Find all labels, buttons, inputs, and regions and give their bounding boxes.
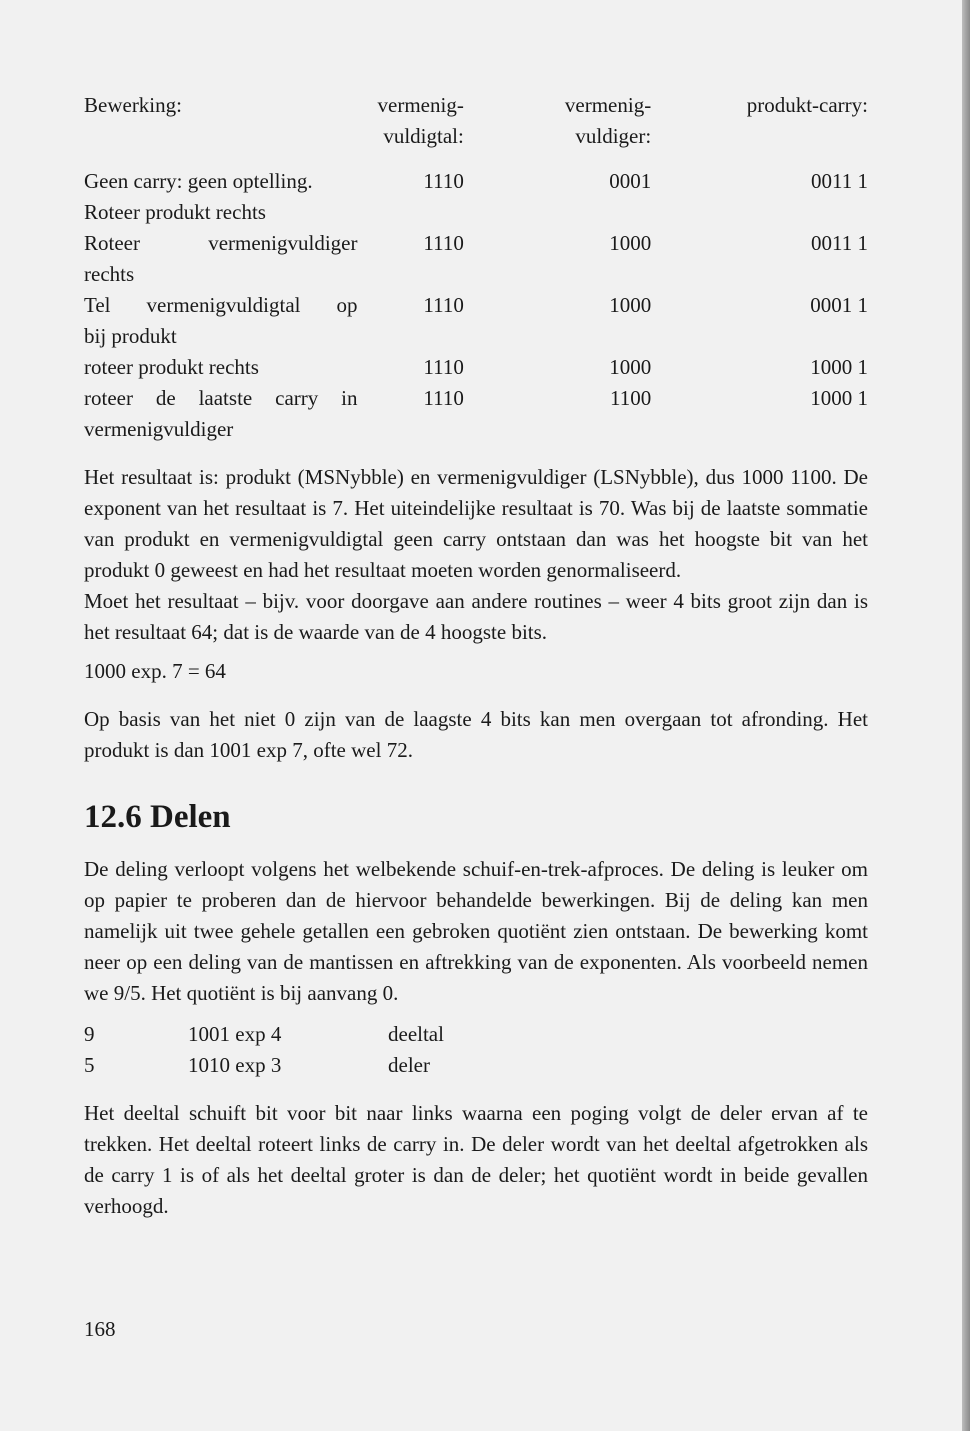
table-row <box>84 352 868 383</box>
row-vermenigvuldigtal: 1110 <box>423 231 464 255</box>
row-operation: Geen carry: geen optelling. Roteer produkt rechts <box>84 169 313 224</box>
deeltal-paragraph: Het deeltal schuift bit voor bit naar links waarna een poging volgt de deler ervan af te trekken. Het deeltal roteert links de carry in. De deler wordt van het deeltal afgetrokken als de carry 1 is of als het deeltal groter is dan de deler; het quotiënt wordt in beide gevallen verhoogd. <box>84 1101 868 1218</box>
row-operation: roteer produkt rechts <box>84 355 259 379</box>
row-produkt-carry: 0011 1 <box>811 169 868 193</box>
row-operation: roteer de laatste carry in vermenigvuldiger <box>84 386 358 441</box>
row-vermenigvuldigtal: 1110 <box>423 169 464 193</box>
formula-line: 1000 exp. 7 = 64 <box>84 659 226 683</box>
multiplication-steps-table <box>84 90 868 445</box>
table-row <box>84 228 868 290</box>
row-vermenigvuldiger: 1000 <box>609 231 652 255</box>
header-vermenigvuldigtal: vermenig- vuldigtal: <box>377 93 464 148</box>
division-label: deler <box>388 1053 430 1077</box>
table-row <box>84 166 868 228</box>
row-vermenigvuldiger: 0001 <box>609 169 652 193</box>
row-vermenigvuldigtal: 1110 <box>423 355 464 379</box>
page-content <box>84 90 868 1222</box>
row-vermenigvuldiger: 1100 <box>609 386 652 410</box>
row-produkt-carry: 0001 1 <box>810 293 868 317</box>
division-number: 5 <box>84 1053 95 1077</box>
table-row <box>84 1019 444 1050</box>
section-heading: 12.6 Delen <box>84 799 231 835</box>
afronding-paragraph: Op basis van het niet 0 zijn van de laagste 4 bits kan men overgaan tot afronding. Het produkt is dan 1001 exp 7, ofte wel 72. <box>84 707 868 762</box>
row-operation: Tel vermenigvuldigtal op bij produkt <box>84 293 358 348</box>
row-vermenigvuldiger: 1000 <box>609 293 652 317</box>
row-produkt-carry: 1000 1 <box>810 355 868 379</box>
table-row <box>84 290 868 352</box>
division-number: 9 <box>84 1022 95 1046</box>
page-edge <box>962 0 970 1431</box>
row-produkt-carry: 0011 1 <box>811 231 868 255</box>
row-vermenigvuldiger: 1000 <box>609 355 652 379</box>
row-vermenigvuldigtal: 1110 <box>423 386 464 410</box>
result-paragraph: Het resultaat is: produkt (MSNybble) en vermenigvuldiger (LSNybble), dus 1000 1100. De exponent van het resultaat is 7. Het uiteindelijke resultaat is 70. Was bij de laatste sommatie van produkt en vermenigvuldigtal geen carry ontstaan dan was het hoogste bit van het produkt 0 geweest en had het resultaat moeten worden genormaliseerd. <box>84 465 868 582</box>
header-vermenigvuldiger: vermenig- vuldiger: <box>564 93 652 148</box>
table-row <box>84 383 868 445</box>
header-bewerking: Bewerking: <box>84 93 182 117</box>
division-example-table <box>84 1019 444 1081</box>
division-label: deeltal <box>388 1022 444 1046</box>
header-produkt-carry: produkt-carry: <box>746 93 868 117</box>
deling-paragraph: De deling verloopt volgens het welbekende schuif-en-trek-afproces. De deling is leuker om op papier te proberen dan de hiervoor behandelde bewerkingen. Bij de deling kan men namelijk uit twee gehele getallen een gebroken quotiënt zien ontstaan. De bewerking komt neer op een deling van de mantissen en aftrekking van de exponenten. Als voorbeeld nemen we 9/5. Het quotiënt is bij aanvang 0. <box>84 857 868 1005</box>
row-produkt-carry: 1000 1 <box>810 386 868 410</box>
table-row <box>84 1050 444 1081</box>
division-binary: 1001 exp 4 <box>188 1022 282 1046</box>
division-binary: 1010 exp 3 <box>188 1053 282 1077</box>
page-number: 168 <box>84 1317 116 1341</box>
table-header-row <box>84 90 868 152</box>
row-operation: Roteer vermenigvuldiger rechts <box>84 231 358 286</box>
rounding-paragraph: Moet het resultaat – bijv. voor doorgave aan andere routines – weer 4 bits groot zijn dan is het resultaat 64; dat is de waarde van de 4 hoogste bits. <box>84 589 868 644</box>
row-vermenigvuldigtal: 1110 <box>423 293 464 317</box>
